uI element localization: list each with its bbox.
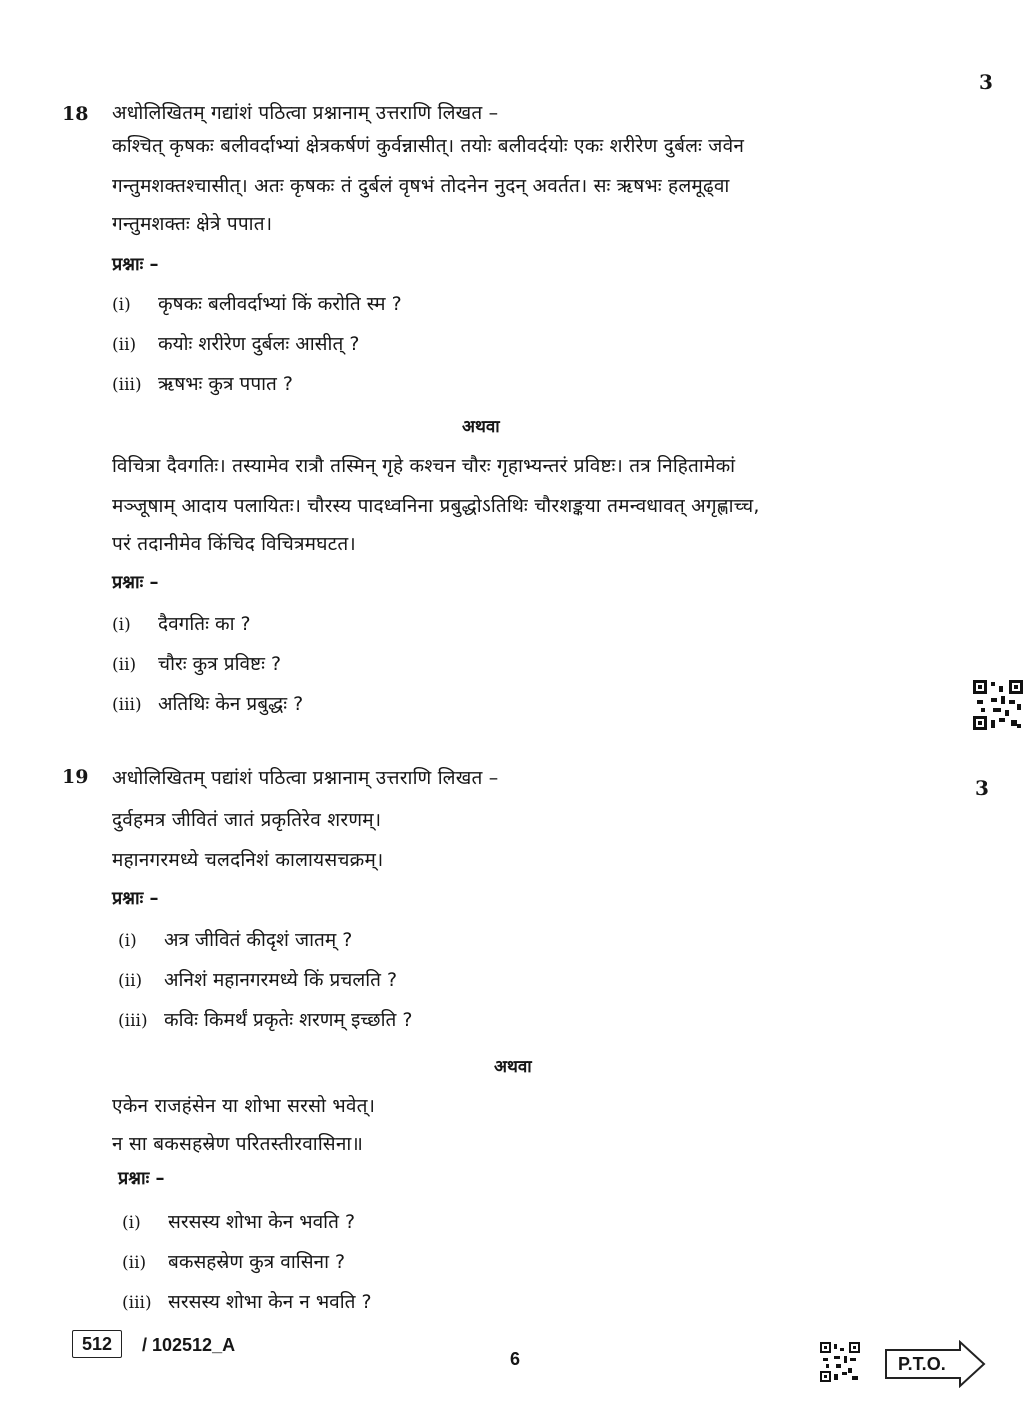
q18-question-2-text: कयोः शरीरेण दुर्बलः आसीत् ? (158, 333, 360, 355)
marks-q18: 3 (979, 70, 993, 94)
q18-question-3-text: ऋषभः कुत्र पपात ? (158, 373, 294, 395)
q18-or-question-1-num: (i) (112, 615, 131, 635)
q19-or-question-1 (122, 1208, 355, 1234)
q18-questions-label: प्रश्नाः – (112, 254, 159, 275)
q18-or-question-3 (112, 690, 303, 716)
q19-question-1-num: (i) (118, 931, 137, 951)
q18-or-passage-line-2: मञ्जूषाम् आदाय पलायितः। चौरस्य पादध्वनिना प्रबुद्धोऽतिथिः चौरशङ्कया तमन्वधावत् अगृह्णाच्च, (112, 495, 760, 517)
q19-verse-line-1: दुर्वहमत्र जीवितं जातं प्रकृतिरेव शरणम्। (112, 809, 382, 831)
pto-label: P.T.O. (898, 1354, 946, 1374)
q18-or-question-1 (112, 610, 251, 636)
q18-instruction: अधोलिखितम् गद्यांशं पठित्वा प्रश्नानाम् उत्तराणि लिखत – (112, 102, 499, 124)
barcode-qr-icon (820, 1342, 860, 1382)
q19-instruction: अधोलिखितम् पद्यांशं पठित्वा प्रश्नानाम् उत्तराणि लिखत – (112, 767, 499, 789)
q18-question-1-text: कृषकः बलीवर्दाभ्यां किं करोति स्म ? (158, 293, 402, 315)
q18-or-question-2-text: चौरः कुत्र प्रविष्टः ? (158, 653, 282, 675)
question-number-19: 19 (62, 766, 89, 788)
q18-question-1 (112, 290, 402, 316)
q19-question-1 (118, 926, 352, 952)
q19-question-3 (118, 1006, 412, 1032)
q19-questions-label: प्रश्नाः – (112, 888, 159, 909)
q19-or-question-2 (122, 1248, 345, 1274)
q18-or-passage-line-3: परं तदानीमेव किंचिद विचित्रमघटत। (112, 533, 356, 555)
q19-or-question-2-text: बकसहस्रेण कुत्र वासिना ? (168, 1251, 346, 1273)
q19-or-question-2-num: (ii) (122, 1253, 147, 1273)
q18-question-3 (112, 370, 293, 396)
q18-question-3-num: (iii) (112, 375, 142, 395)
q18-or-question-2-num: (ii) (112, 655, 137, 675)
q18-or-question-1-text: दैवगतिः का ? (158, 613, 251, 635)
q19-or-questions-label: प्रश्नाः – (118, 1168, 165, 1189)
page-number: 6 (510, 1349, 521, 1369)
marks-q19: 3 (975, 776, 989, 800)
q18-or-questions-label: प्रश्नाः – (112, 572, 159, 593)
q19-or-question-3-text: सरसस्य शोभा केन न भवति ? (168, 1291, 372, 1313)
q18-or-passage-line-1: विचित्रा दैवगतिः। तस्यामेव रात्रौ तस्मिन् गृहे कश्चन चौरः गृहाभ्यन्तरं प्रविष्टः। तत्र निहितामेकां (112, 455, 736, 477)
q19-question-2-text: अनिशं महानगरमध्ये किं प्रचलति ? (164, 969, 398, 991)
q19-or-question-1-text: सरसस्य शोभा केन भवति ? (168, 1211, 356, 1233)
q19-or-question-3 (122, 1288, 372, 1314)
q18-or-question-3-text: अतिथिः केन प्रबुद्धः ? (158, 693, 304, 715)
q18-question-2-num: (ii) (112, 335, 137, 355)
q19-question-3-num: (iii) (118, 1011, 148, 1031)
q19-or-label: अथवा (494, 1057, 532, 1077)
q19-question-3-text: कविः किमर्थं प्रकृतेः शरणम् इच्छति ? (164, 1009, 413, 1031)
q18-question-2 (112, 330, 359, 356)
q19-or-verse-line-1: एकेन राजहंसेन या शोभा सरसो भवेत्। (112, 1095, 376, 1117)
q19-or-question-3-num: (iii) (122, 1293, 152, 1313)
q18-or-question-2 (112, 650, 281, 676)
paper-code-suffix: / 102512_A (142, 1335, 236, 1355)
qr-code-icon (973, 680, 1023, 730)
q18-or-label: अथवा (462, 417, 500, 437)
q18-question-1-num: (i) (112, 295, 131, 315)
q18-passage-line-1: कश्चित् कृषकः बलीवर्दाभ्यां क्षेत्रकर्षणं कुर्वन्नासीत्। तयोः बलीवर्दयोः एकः शरीरेण दुर्बलः जवेन (112, 135, 745, 157)
q19-or-verse-line-2: न सा बकसहस्रेण परितस्तीरवासिना॥ (112, 1133, 364, 1155)
q19-question-2 (118, 966, 397, 992)
paper-code-box: 512 (72, 1330, 122, 1358)
q19-question-1-text: अत्र जीवितं कीदृशं जातम् ? (164, 929, 353, 951)
q18-or-question-3-num: (iii) (112, 695, 142, 715)
q18-passage-line-2: गन्तुमशक्तश्चासीत्। अतः कृषकः तं दुर्बलं वृषभं तोदनेन नुदन् अवर्तत। सः ऋषभः हलमूढ्वा (112, 175, 730, 197)
q19-verse-line-2: महानगरमध्ये चलदनिशं कालायसचक्रम्। (112, 849, 384, 871)
q18-passage-line-3: गन्तुमशक्तः क्षेत्रे पपात। (112, 213, 273, 235)
question-number-18: 18 (62, 103, 89, 125)
q19-question-2-num: (ii) (118, 971, 143, 991)
q19-or-question-1-num: (i) (122, 1213, 141, 1233)
